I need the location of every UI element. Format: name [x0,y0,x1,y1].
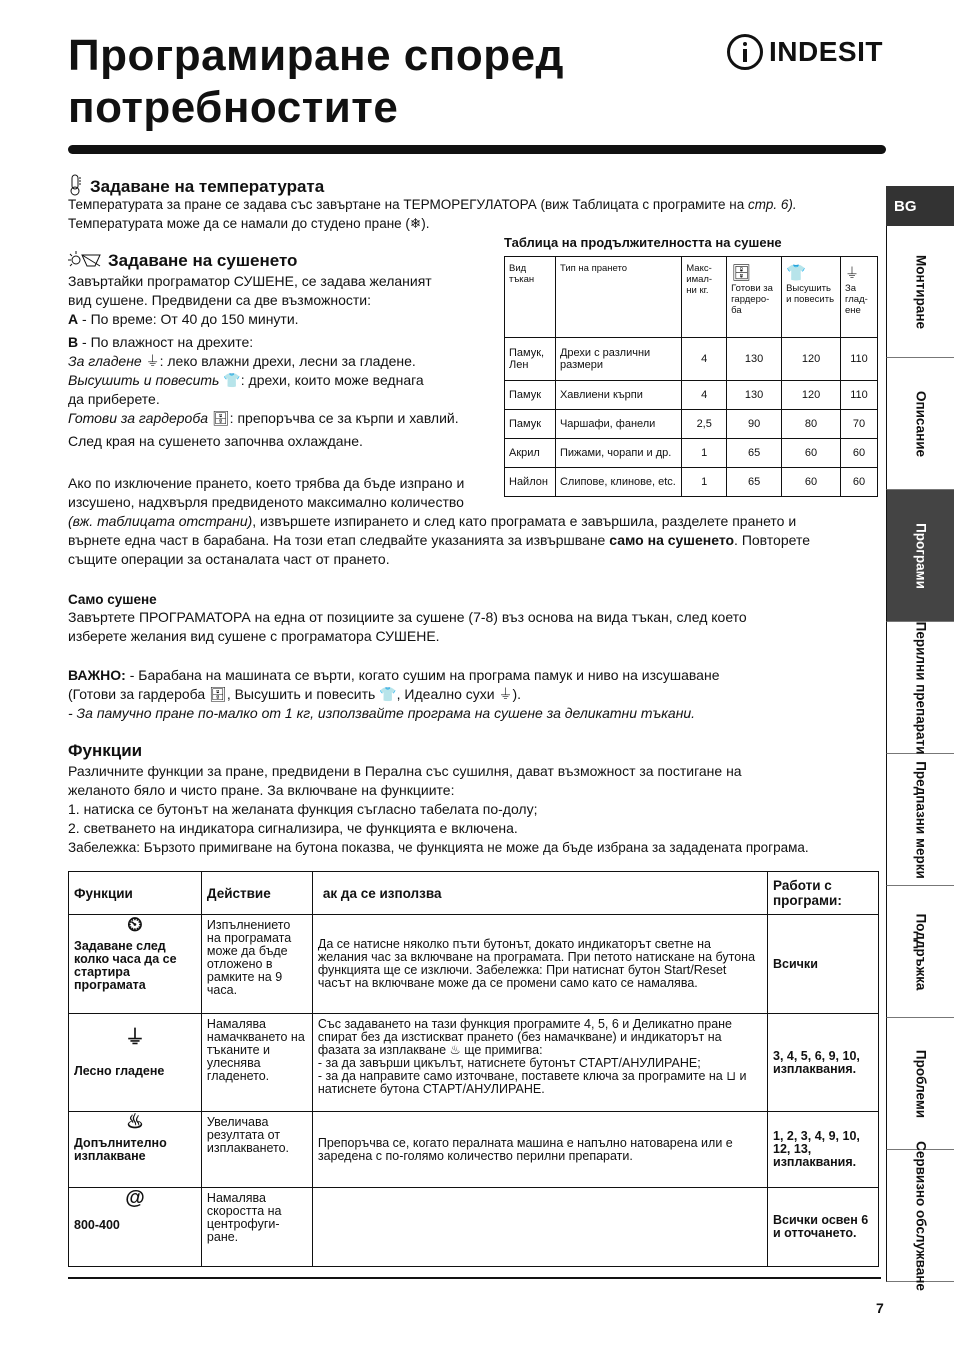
iron-mode-icon: ⏚ [498,686,513,702]
brand-logo [727,34,883,70]
table-row: Памук, Лен Дрехи с различни размери 4 130 120 110 [505,338,878,381]
page-number: 7 [876,1300,884,1316]
sidebar-tab-maintenance[interactable]: Поддръжка [886,886,954,1018]
title-divider [68,145,886,154]
functions-heading: Функции [68,741,143,760]
sidebar-tab-detergents[interactable]: Перилни препарати [886,622,954,754]
drying-duration-table [504,256,878,497]
sidebar-tab-description[interactable]: Описание [886,358,954,490]
sidebar-tab-precautions[interactable]: Предпазни мерки [886,754,954,886]
hanger-shirt-icon: 👕 [379,686,397,702]
table-row: ♨ Допълнително изплакване Увеличава резултата от изплакването. Препоръчва се, когато пералната машина е напълно натоварена или е заредена с по-голямо количество перилни препарати. 1, 2, 3, 4, 9, 10, 12, 13, изплаквания. [69,1112,879,1188]
extra-rinse-icon: ♨ [125,1111,144,1133]
temperature-text: Температурата за пране се задава със завъртане на ТЕРМОРЕГУЛАТОРА (виж Таблицата с програмите на стр. 6). Температурата може да се намали до студено пране (❄). [68,197,797,231]
indesit-i-logo-icon [727,34,763,70]
temperature-heading: Задаване на температурата [68,174,324,197]
drying-table-title: Таблица на продължителността на сушене [504,235,782,250]
section-sidebar [886,186,954,1291]
thermometer-icon [68,174,82,196]
sidebar-tab-troubleshooting[interactable]: Проблеми [886,1018,954,1150]
iron-mode-icon: ⏚ [145,353,160,369]
table-row: ⏲ Задаване след колко часа да се стартира програмата Изпълнението на програмата може да бъде отложено в рамките на 9 часа. Да се натисне няколко пъти бутонът, докато индикаторът светне на желания час за включване на програмата. При петото натискане на бутона функцията ще се изключи. Забележка: При натиснат бутон Start/Reset часът на включване може да се промени само като се намалява. Всички [69,915,879,1014]
rinse-phase-icon: ♨ [449,1043,461,1057]
language-badge: BG [886,186,954,226]
wardrobe-icon: 🗄 [209,686,227,702]
important-note: ВАЖНО: - Барабана на машината се върти, когато сушим на програма памук и ниво на изсушаване (Готови за гардероба 🗄, Высушить и повесить 👕, Идеално сухи ⏚). - За памучно пране по-малко от 1 кг, използвайте програма на сушене за деликатни тъкани. [68,667,720,721]
wardrobe-icon: 🗄 [731,265,752,282]
delay-timer-icon: ⏲ [127,914,143,936]
sidebar-tab-installation[interactable]: Монтиране [886,226,954,358]
overload-text: Ако по изключение прането, което трябва да бъде изпрано и изсушено, надхвърля предвиденото максимално количество (вж. таблицата отстрани), извършете изпирането и след като програмата е завършила, разделете прането и върнете една част в барабана. На този етап следвайте указанията за извършване само на сушенето. Повторете същите операции за останалата част от прането. [68,475,810,567]
drying-sun-icon [68,251,102,269]
iron-mode-icon: ⏚ [845,265,859,281]
page-title: Програмиране според потребностите [68,31,564,132]
only-dry-text: Завъртете ПРОГРАМАТОРА на една от позициите за сушене (7-8) въз основа на вида тъкан, след което изберете желания вид сушене с програматора СУШЕНЕ. [68,609,747,644]
hanger-shirt-icon: 👕 [786,265,806,282]
footer-divider [68,1277,881,1279]
spin-icon: @ [125,1187,145,1209]
brand-name: INDESIT [769,36,883,67]
drain-icon: ⊔ [726,1069,736,1083]
table-row: @ 800-400 Намалява скоростта на центрофуги-ране. Всички освен 6 и отточането. [69,1188,879,1267]
table-row: Найлон Слипове, клинове, etc. 1 65 60 60 [505,468,878,497]
table-header-row: Вид тъкан Тип на прането Макс-имал-ни кг. 🗄 Готови за гардеро-ба 👕 Высушить и повесить ⏚ За глад-ене [505,257,878,338]
table-header-row: Функции Действие ак да се използва Работи с програми: [69,872,879,915]
functions-table [68,871,879,1267]
table-row: Памук Чаршафи, фанели 2,5 90 80 70 [505,410,878,439]
table-row: Памук Хавлиени кърпи 4 130 120 110 [505,381,878,410]
hanger-shirt-icon: 👕 [223,372,241,388]
drying-text: Завъртайки програматор СУШЕНЕ, се задава желаният вид сушене. Предвидени са две възможности: А - По време: От 40 до 150 минути. В - По влажност на дрехите: За гладене ⏚: леко влажни дрехи, лесни за гладене. Высушить и повесить 👕: дрехи, които може веднага да приберете. Готови за гардероба 🗄: препоръчва се за кърпи и хавлий. След края на сушенето започнва охлаждане. [68,273,459,449]
drying-heading: Задаване на сушенето [68,251,297,271]
functions-text: Различните функции за пране, предвидени в Перална със сушилня, дават възможност за постигане на желаното бяло и чисто пране. За включване на функциите: 1. натиска се бутонът на желаната функция съгласно табелата по-долу; 2. светването на индикатора сигнализира, че функцията е включена. Забележка: Бързото примигване на бутона показва, че функцията не може да бъде избрана за зададената програма. [68,763,809,855]
wardrobe-icon: 🗄 [211,410,230,426]
only-dry-heading: Само сушене [68,592,157,607]
sidebar-tab-service[interactable]: Сервизно обслужване [886,1150,954,1282]
sidebar-tab-programs[interactable]: Програми [886,490,954,622]
iron-icon: ⏚ [124,1027,145,1049]
table-row: Акрил Пижами, чорапи и др. 1 65 60 60 [505,439,878,468]
table-row: ⏚ Лесно гладене Намалява намачкването на тъканите и улеснява гладенето. Със задаването на тази функция програмите 4, 5, 6 и Деликатно пране спират без да изстискват прането (без намачкване) и индикаторът на фазата за изплакване ♨ ще примигва: - за да завърши цикълът, натиснете бутонът СТАРТ/АНУЛИРАНЕ; - за да направите само източване, поставете ключа за програмите на ⊔ и натиснете бутона СТАРТ/АНУЛИРАНЕ. 3, 4, 5, 6, 9, 10, изплаквания. [69,1014,879,1112]
